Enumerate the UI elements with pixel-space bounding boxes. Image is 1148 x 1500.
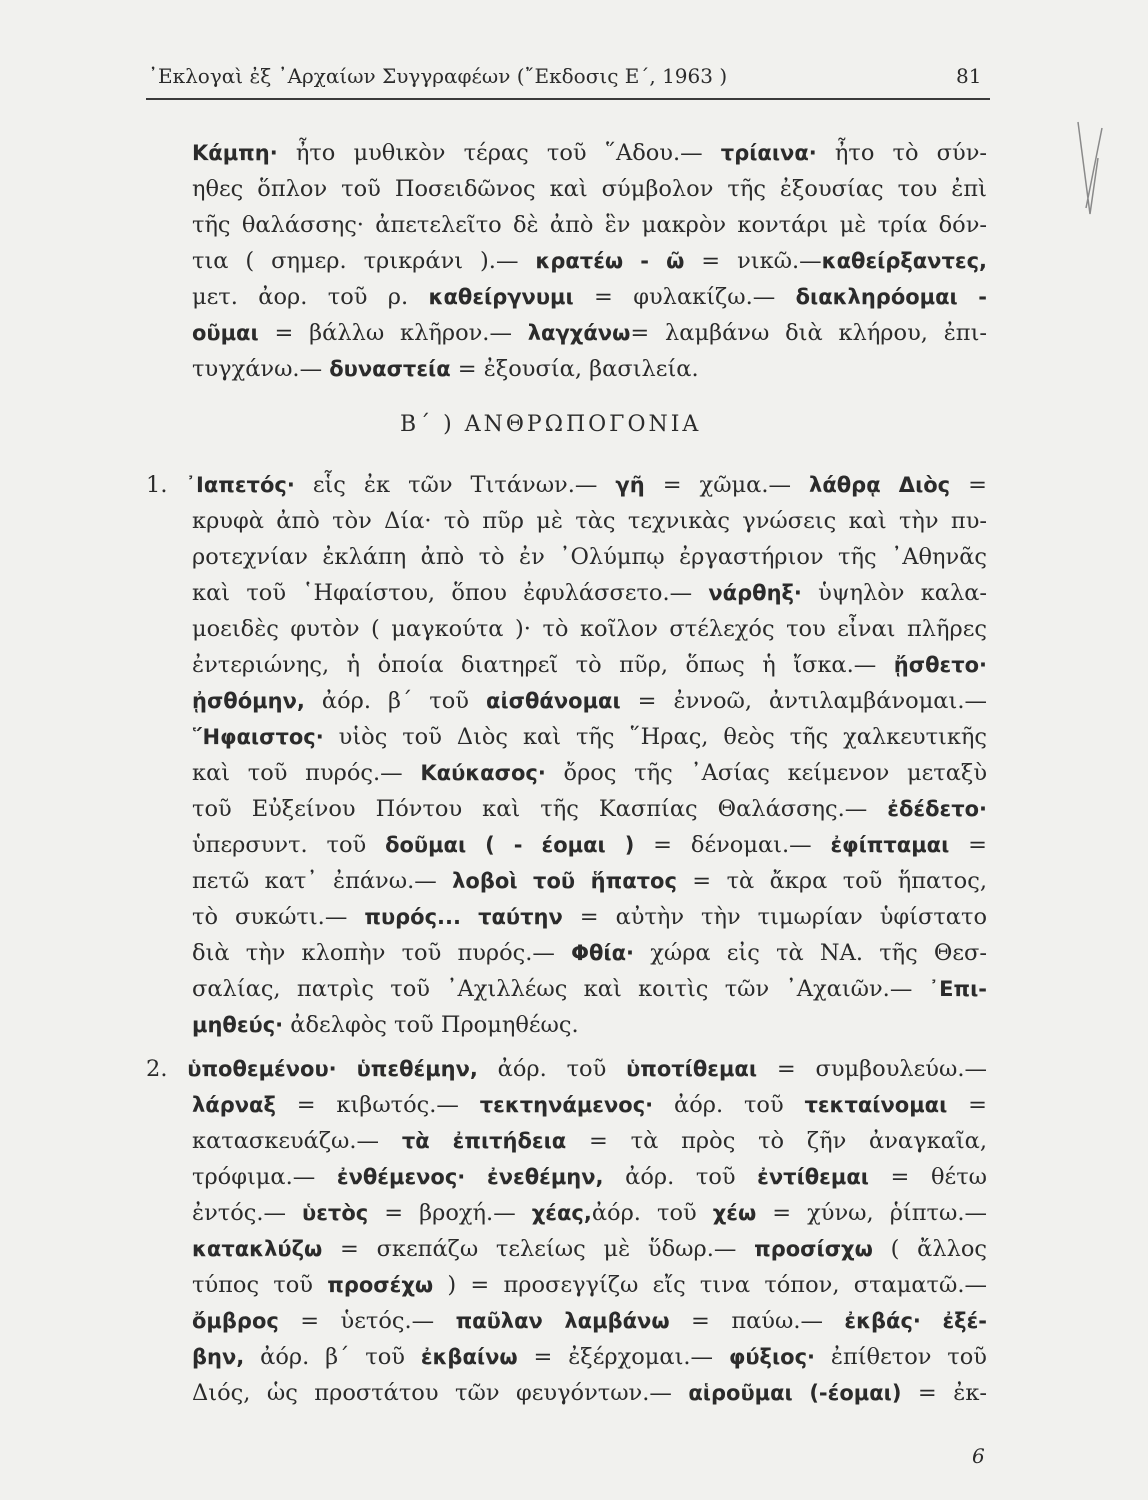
text-line: Διός, ὡς προστάτου τῶν φευγόντων.— αἱροῦμαι (-έομαι) = ἐκ- <box>192 1380 988 1406</box>
text-line: ὄμβρος = ὑετός.— παῦλαν λαμβάνω = παύω.— ἐκβάς· ἐξέ- <box>192 1308 987 1334</box>
text-line: πετῶ κατ᾿ ἐπάνω.— λοβοὶ τοῦ ἥπατος = τὰ ἄκρα τοῦ ἥπατος, <box>192 868 987 894</box>
text-line: σαλίας, πατρὶς τοῦ ᾿Αχιλλέως καὶ κοιτὶς τῶν ᾿Αχαιῶν.— ᾿Επι- <box>192 976 987 1002</box>
text-line: μοειδὲς φυτὸν ( μαγκούτα )· τὸ κοῖλον στέλεχός του εἶναι πλῆρες <box>192 616 987 642</box>
running-header: ᾿Εκλογαὶ ἐξ ᾿Αρχαίων Συγγραφέων (῎Εκδοσις Ε΄, 1963 ) <box>148 64 728 88</box>
text-line: ἐντός.— ὑετὸς = βροχή.— χέας,ἀόρ. τοῦ χέω = χύνω, ῥίπτω.— <box>192 1200 987 1226</box>
pencil-mark <box>1072 118 1112 228</box>
text-line: Κάμπη· ἦτο μυθικὸν τέρας τοῦ ῞Αδου.— τρίαινα· ἦτο τὸ σύν- <box>192 140 987 166</box>
numbered-entry: 1. ᾿Ιαπετός· εἷς ἐκ τῶν Τιτάνων.— γῆ = χῶμα.— λάθρᾳ Διὸς = <box>146 472 987 498</box>
section-title: Β΄ ) ΑΝΘΡΩΠΟΓΟΝΙΑ <box>400 412 702 437</box>
text-line: λάρναξ = κιβωτός.— τεκτηνάμενος· ἀόρ. τοῦ τεκταίνομαι = <box>192 1092 987 1118</box>
text-line: κατασκευάζω.— τὰ ἐπιτήδεια = τὰ πρὸς τὸ ζῆν ἀναγκαῖα, <box>192 1128 987 1154</box>
text-line: κρυφὰ ἀπὸ τὸν Δία· τὸ πῦρ μὲ τὰς τεχνικὰς γνώσεις καὶ τὴν πυ- <box>192 508 987 534</box>
text-line: κατακλύζω = σκεπάζω τελείως μὲ ὕδωρ.— προσίσχω ( ἄλλος <box>192 1236 987 1262</box>
text-line: ῞Ηφαιστος· υἱὸς τοῦ Διὸς καὶ τῆς ῞Ηρας, θεὸς τῆς χαλκευτικῆς <box>192 724 987 750</box>
text-line: βην, ἀόρ. β΄ τοῦ ἐκβαίνω = ἐξέρχομαι.— φύξιος· ἐπίθετον τοῦ <box>192 1344 987 1370</box>
text-line: ηθες ὅπλον τοῦ Ποσειδῶνος καὶ σύμβολον τῆς ἐξουσίας του ἐπὶ <box>192 176 987 202</box>
text-line: τῆς θαλάσσης· ἀπετελεῖτο δὲ ἀπὸ ἓν μακρὸν κοντάρι μὲ τρία δόν- <box>192 212 987 238</box>
text-line: ἐντεριώνης, ἡ ὁποία διατηρεῖ τὸ πῦρ, ὅπως ἡ ἴσκα.— ᾔσθετο· <box>192 652 987 678</box>
text-line: τὸ συκώτι.— πυρός... ταύτην = αὐτὴν τὴν τιμωρίαν ὑφίστατο <box>192 904 987 930</box>
signature-mark: 6 <box>972 1444 985 1468</box>
header-rule <box>146 98 990 100</box>
text-line: οῦμαι = βάλλω κλῆρον.— λαγχάνω= λαμβάνω διὰ κλήρου, ἐπι- <box>192 320 987 346</box>
text-line: τια ( σημερ. τρικράνι ).— κρατέω - ῶ = νικῶ.—καθείρξαντες, <box>192 248 988 274</box>
text-line: τύπος τοῦ προσέχω ) = προσεγγίζω εἴς τινα τόπον, σταματῶ.— <box>192 1272 987 1298</box>
page-number: 81 <box>956 64 982 88</box>
text-line: ροτεχνίαν ἐκλάπη ἀπὸ τὸ ἐν ᾿Ολύμπῳ ἐργαστήριον τῆς ᾿Αθηνᾶς <box>192 544 987 570</box>
text-line: τυγχάνω.— δυναστεία = ἐξουσία, βασιλεία. <box>192 356 699 382</box>
text-line: καὶ τοῦ ῾Ηφαίστου, ὅπου ἐφυλάσσετο.— νάρθηξ· ὑψηλὸν καλα- <box>192 580 988 606</box>
text-line: μετ. ἀορ. τοῦ ρ. καθείργνυμι = φυλακίζω.— διακληρόομαι - <box>192 284 987 310</box>
text-line: τοῦ Εὐξείνου Πόντου καὶ τῆς Κασπίας Θαλάσσης.— ἐδέδετο· <box>192 796 987 822</box>
text-line: τρόφιμα.— ἐνθέμενος· ἐνεθέμην, ἀόρ. τοῦ ἐντίθεμαι = θέτω <box>192 1164 988 1190</box>
text-line: μηθεύς· ἀδελφὸς τοῦ Προμηθέως. <box>192 1012 579 1038</box>
text-line: καὶ τοῦ πυρός.— Καύκασος· ὄρος τῆς ᾿Ασίας κείμενον μεταξὺ <box>192 760 987 786</box>
text-line: ὑπερσυντ. τοῦ δοῦμαι ( - έομαι ) = δένομαι.— ἐφίπταμαι = <box>192 832 988 858</box>
text-line: διὰ τὴν κλοπὴν τοῦ πυρός.— Φθία· χώρα εἰς τὰ ΝΑ. τῆς Θεσ- <box>192 940 987 966</box>
text-line: ᾐσθόμην, ἀόρ. β΄ τοῦ αἰσθάνομαι = ἐννοῶ, ἀντιλαμβάνομαι.— <box>192 688 987 714</box>
numbered-entry: 2. ὑποθεμένου· ὑπεθέμην, ἀόρ. τοῦ ὑποτίθεμαι = συμβουλεύω.— <box>146 1056 987 1082</box>
